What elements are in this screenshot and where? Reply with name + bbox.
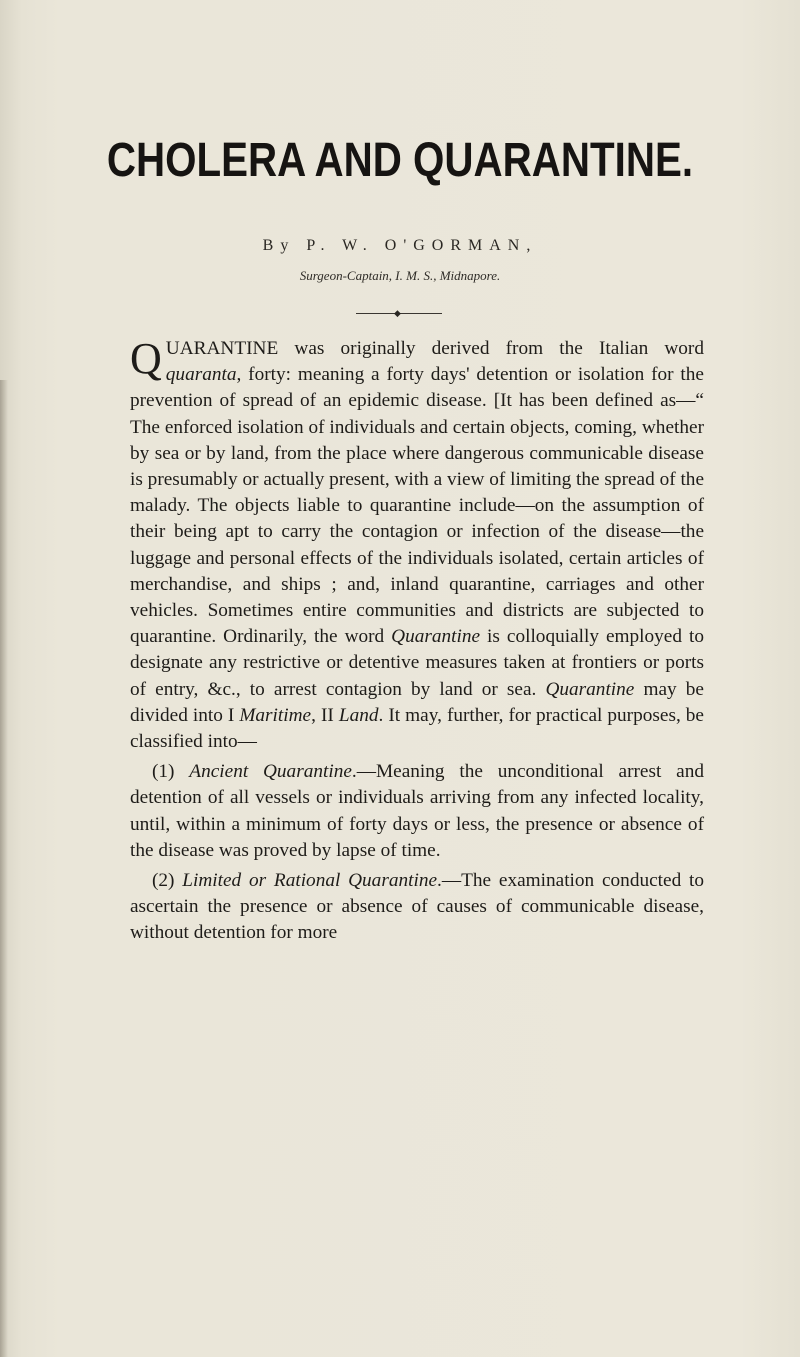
text-run: , forty: meaning a forty days' detention or isolation for the prevention of spread of an epidemic disease. [It has been defined as—“ The enforced isolation of individuals and certain objects, coming, whether by sea or by land, from the place where dangerous communicable disease is presumably or actually present, with a view of limiting the spread of the malady. The objects liable to quarantine include—on the assumption of their being apt to carry the contagion or infection of the disease—the luggage and personal effects of the individuals isolated, certain articles of merchandise, and ships ; and, inland quarantine, carriages and other vehicles. Sometimes entire communities and districts are subjected to quarantine. Ordinarily, the word <box>130 364 705 648</box>
text-run: UARANTINE was originally derived from the Italian word <box>165 338 704 359</box>
italic-term: Maritime <box>239 704 312 726</box>
opening-paragraph <box>130 336 704 755</box>
author-byline: By P. W. O'GORMAN, <box>262 237 538 254</box>
diamond-divider-icon: ◆ <box>394 308 401 318</box>
item-title: Ancient Quarantine <box>189 761 352 783</box>
italic-term: Quarantine <box>391 626 481 648</box>
item-title: Limited or Rational Quarantine <box>182 870 438 892</box>
italic-term: Quarantine <box>545 678 635 700</box>
item-number: (2) <box>152 870 183 892</box>
binding-shadow <box>0 380 8 1357</box>
italic-term: quaranta <box>165 364 237 386</box>
article-body <box>130 336 704 947</box>
drop-cap: Q <box>130 334 162 383</box>
list-item-limited-quarantine <box>130 868 704 947</box>
text-run: is colloquially employed to designate any restrictive or detentive measures taken at frontiers or ports of entry, &c., to arrest contagion by land or sea. <box>130 626 704 700</box>
list-item-ancient-quarantine <box>130 759 704 864</box>
text-run: . It may, further, for practical purposes, be classified into— <box>130 704 704 753</box>
article-title: CHOLERA AND QUARANTINE. <box>106 134 694 187</box>
text-run: , II <box>311 704 339 726</box>
author-affiliation: Surgeon-Captain, I. M. S., Midnapore. <box>299 268 501 283</box>
item-text: .—Meaning the unconditional arrest and detention of all vessels or individuals arriving from any infected locality, until, within a minimum of forty days or less, the presence or absence of the disease was proved by lapse of time. <box>130 761 704 861</box>
item-number: (1) <box>152 761 190 783</box>
italic-term: Land <box>338 704 379 726</box>
text-run: may be divided into I <box>130 678 704 726</box>
item-text: .—The examination conducted to ascertain the presence or absence of causes of communicable disease, without detention for more <box>130 870 705 944</box>
